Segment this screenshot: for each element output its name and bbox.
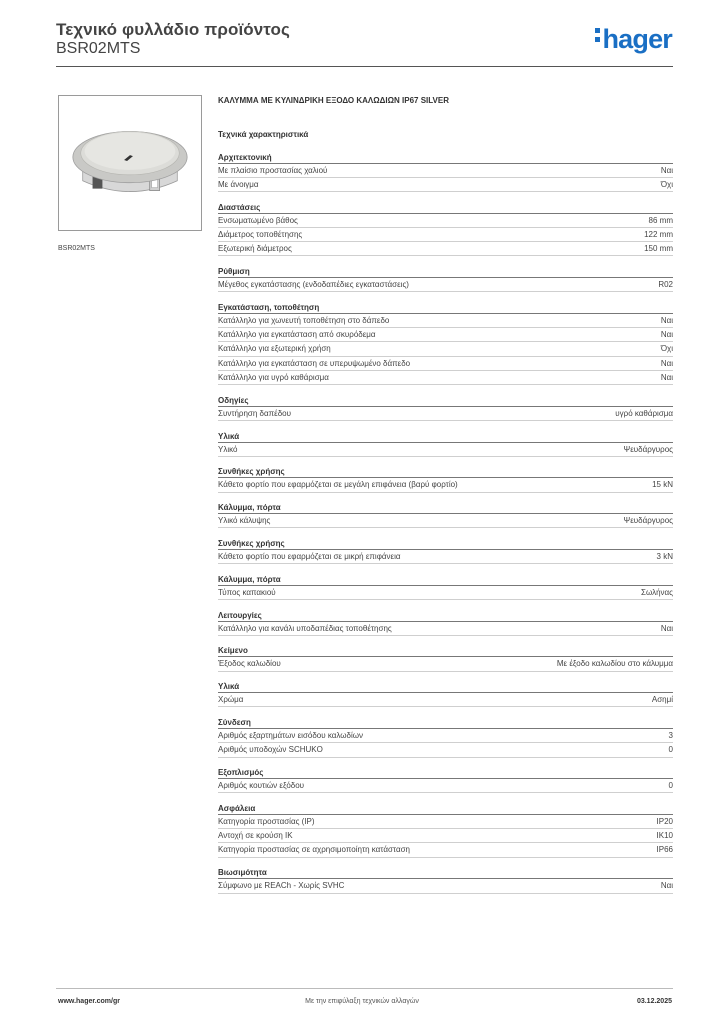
logo-colon-icon [595, 25, 600, 46]
spec-row [218, 228, 673, 242]
spec-group-title: Λειτουργίες [218, 610, 673, 622]
spec-group [218, 466, 673, 492]
spec-row [218, 407, 673, 421]
spec-group-title: Ασφάλεια [218, 803, 673, 815]
spec-label: Με άνοιγμα [218, 179, 259, 189]
spec-label: Κατάλληλο για εγκατάσταση από σκυρόδεμα [218, 330, 376, 340]
spec-row [218, 242, 673, 256]
spec-value: υγρό καθάρισμα [615, 408, 673, 418]
spec-value: Με έξοδο καλωδίου στο κάλυμμα [556, 659, 673, 669]
footer-date: 03.12.2025 [636, 998, 672, 1005]
logo-text: hager [602, 24, 672, 54]
product-image [58, 95, 202, 231]
spec-group [218, 645, 673, 671]
spec-row [218, 879, 673, 893]
hager-logo [595, 24, 672, 55]
spec-label: Κατάλληλο για υγρό καθάρισμα [218, 372, 329, 382]
spec-row [218, 357, 673, 371]
document-header [56, 20, 676, 64]
spec-label: Χρώμα [218, 695, 244, 705]
spec-label: Ενσωματωμένο βάθος [218, 215, 298, 225]
spec-group [218, 681, 673, 707]
spec-value: Ναι [660, 358, 673, 368]
spec-value: Ψευδάργυρος [623, 444, 673, 454]
spec-label: Υλικό κάλυψης [218, 516, 271, 526]
spec-value: Ναι [660, 315, 673, 325]
spec-row [218, 178, 673, 192]
spec-row [218, 443, 673, 457]
spec-label: Έξοδος καλωδίου [218, 659, 281, 669]
spec-row [218, 342, 673, 356]
spec-label: Κατηγορία προστασίας σε αχρησιμοποίητη κατάσταση [218, 845, 410, 855]
spec-label: Κατάλληλο για εξωτερική χρήση [218, 344, 331, 354]
spec-group-title: Βιωσιμότητα [218, 867, 673, 879]
spec-group-title: Υλικά [218, 431, 673, 443]
spec-row [218, 314, 673, 328]
header-divider [56, 66, 673, 67]
spec-value: Ναι [660, 330, 673, 340]
spec-row [218, 829, 673, 843]
spec-value: Ψευδάργυρος [623, 516, 673, 526]
spec-value: 15 kN [652, 480, 673, 490]
spec-group [218, 610, 673, 636]
spec-label: Κατάλληλο για χωνευτή τοποθέτηση στο δάπεδο [218, 315, 390, 325]
spec-label: Αριθμός κουτιών εξόδου [218, 781, 305, 791]
spec-label: Υλικό [218, 444, 238, 454]
spec-row [218, 550, 673, 564]
image-caption: BSR02MTS [58, 245, 95, 252]
product-name: ΚΑΛΥΜΜΑ ΜΕ ΚΥΛΙΝΔΡΙΚΗ ΕΞΟΔΟ ΚΑΛΩΔΙΩΝ IP67 SILVER [218, 96, 450, 105]
spec-label: Κατάλληλο για εγκατάσταση σε υπερυψωμένο δάπεδο [218, 358, 411, 368]
spec-value: IP66 [656, 845, 673, 855]
spec-row [218, 214, 673, 228]
spec-group [218, 502, 673, 528]
spec-value: 3 kN [656, 551, 673, 561]
spec-value: Ασημί [651, 695, 673, 705]
spec-row [218, 729, 673, 743]
spec-row [218, 815, 673, 829]
spec-row [218, 743, 673, 757]
spec-label: Εξωτερική διάμετρος [218, 244, 292, 254]
specifications [218, 96, 673, 894]
spec-value: Ναι [660, 165, 673, 175]
footer-url[interactable]: www.hager.com/gr [58, 998, 120, 1005]
spec-label: Συντήρηση δαπέδου [218, 408, 291, 418]
spec-row [218, 371, 673, 385]
spec-value: R02 [658, 279, 673, 289]
spec-group [218, 395, 673, 421]
spec-group-title: Κάλυμμα, πόρτα [218, 574, 673, 586]
spec-group-title: Ρύθμιση [218, 266, 673, 278]
spec-label: Μέγεθος εγκατάστασης (ενδοδαπέδιες εγκαταστάσεις) [218, 279, 409, 289]
spec-row [218, 657, 673, 671]
spec-group [218, 867, 673, 893]
spec-value: 3 [668, 730, 673, 740]
spec-group [218, 717, 673, 758]
spec-label: Αριθμός υποδοχών SCHUKO [218, 745, 323, 755]
spec-label: Κατηγορία προστασίας (IP) [218, 816, 315, 826]
spec-value: 0 [668, 781, 673, 791]
spec-value: Όχι [660, 179, 673, 189]
document-title: Τεχνικό φυλλάδιο προϊόντος [56, 20, 290, 39]
footer-note: Με την επιφύλαξη τεχνικών αλλαγών [305, 998, 419, 1005]
spec-value: IP20 [656, 816, 673, 826]
spec-group-title: Σύνδεση [218, 717, 673, 729]
spec-value: Όχι [660, 344, 673, 354]
footer-divider [56, 988, 673, 989]
floor-box-cover-image [59, 96, 201, 230]
spec-row [218, 779, 673, 793]
spec-row [218, 478, 673, 492]
spec-group-title: Υλικά [218, 681, 673, 693]
spec-group [218, 538, 673, 564]
spec-value: Σωλήνας [641, 587, 673, 597]
spec-group-title: Εγκατάσταση, τοποθέτηση [218, 302, 673, 314]
spec-group [218, 767, 673, 793]
spec-label: Αριθμός εξαρτημάτων εισόδου καλωδίων [218, 730, 363, 740]
spec-group [218, 574, 673, 600]
spec-group [218, 302, 673, 385]
spec-groups [218, 152, 673, 894]
spec-row [218, 586, 673, 600]
spec-label: Με πλαίσιο προστασίας χαλιού [218, 165, 328, 175]
spec-label: Κάθετο φορτίο που εφαρμόζεται σε μεγάλη επιφάνεια (βαρύ φορτίο) [218, 480, 458, 490]
spec-group [218, 431, 673, 457]
spec-label: Αντοχή σε κρούση IK [218, 831, 293, 841]
spec-row [218, 164, 673, 178]
spec-value: Ναι [660, 372, 673, 382]
spec-value: 122 mm [644, 229, 673, 239]
spec-label: Κάθετο φορτίο που εφαρμόζεται σε μικρή επιφάνεια [218, 551, 401, 561]
spec-group [218, 266, 673, 292]
spec-group [218, 152, 673, 193]
spec-group-title: Συνθήκες χρήσης [218, 538, 673, 550]
spec-value: IK10 [656, 831, 673, 841]
spec-group-title: Συνθήκες χρήσης [218, 466, 673, 478]
spec-row [218, 328, 673, 342]
spec-row [218, 843, 673, 857]
spec-group-title: Οδηγίες [218, 395, 673, 407]
spec-value: Ναι [660, 623, 673, 633]
spec-label: Κατάλληλο για κανάλι υποδαπέδιας τοποθέτησης [218, 623, 392, 633]
spec-label: Διάμετρος τοποθέτησης [218, 229, 303, 239]
spec-label: Τύπος καπακιού [218, 587, 276, 597]
spec-group-title: Κάλυμμα, πόρτα [218, 502, 673, 514]
product-code: BSR02MTS [56, 40, 141, 57]
spec-row [218, 278, 673, 292]
spec-group-title: Διαστάσεις [218, 202, 673, 214]
spec-value: 0 [668, 745, 673, 755]
spec-group [218, 202, 673, 257]
spec-group-title: Κείμενο [218, 645, 673, 657]
spec-row [218, 693, 673, 707]
spec-value: Ναι [660, 881, 673, 891]
spec-value: 150 mm [644, 244, 673, 254]
spec-group [218, 803, 673, 858]
spec-row [218, 514, 673, 528]
section-heading: Τεχνικά χαρακτηριστικά [218, 130, 309, 139]
spec-label: Σύμφωνο με REACh - Χωρίς SVHC [218, 881, 345, 891]
spec-group-title: Εξοπλισμός [218, 767, 673, 779]
spec-group-title: Αρχιτεκτονική [218, 152, 673, 164]
spec-row [218, 622, 673, 636]
spec-value: 86 mm [648, 215, 673, 225]
